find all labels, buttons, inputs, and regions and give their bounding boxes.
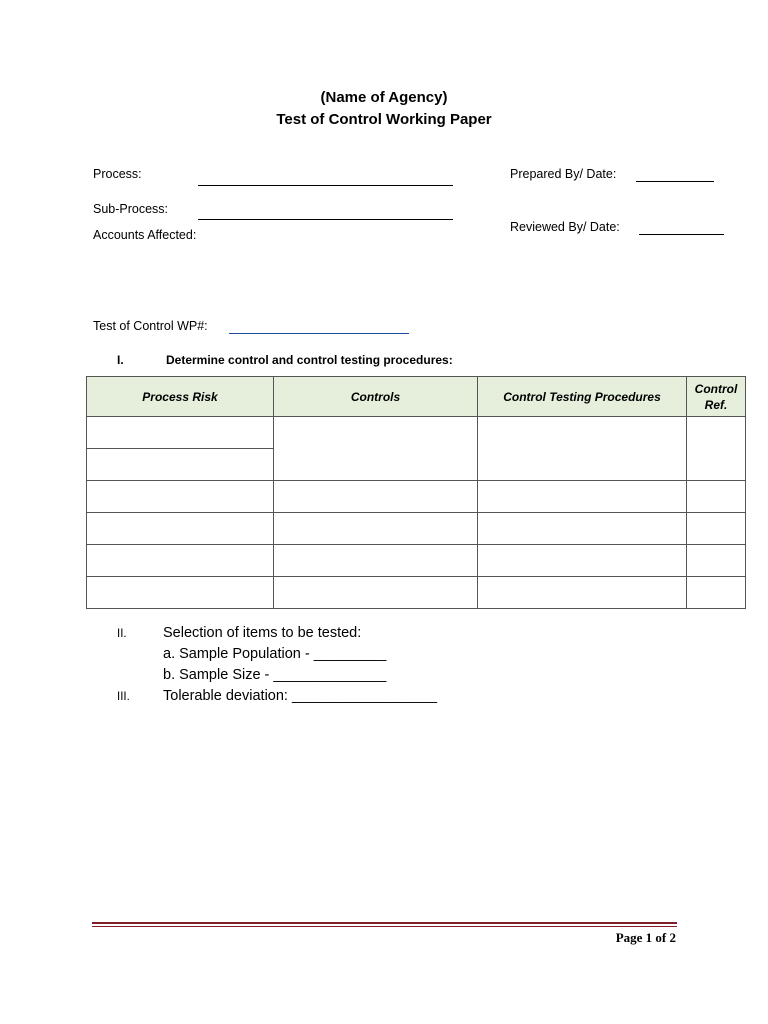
- table-row: [87, 481, 746, 513]
- header-control-ref: Control Ref.: [687, 377, 746, 417]
- table-cell[interactable]: [687, 481, 746, 513]
- page-number: Page 1 of 2: [615, 930, 676, 945]
- header-controls: Controls: [274, 377, 478, 417]
- tolerable-deviation-item: Tolerable deviation: __________________: [163, 688, 438, 704]
- agency-name: (Name of Agency): [320, 89, 448, 106]
- table-row: [87, 417, 746, 449]
- footer-rule: [92, 922, 677, 924]
- table-cell[interactable]: [478, 513, 687, 545]
- table-row: [87, 545, 746, 577]
- table-cell[interactable]: [478, 417, 687, 481]
- table-header-row: [87, 377, 746, 417]
- process-field[interactable]: [198, 185, 453, 186]
- table-cell[interactable]: [687, 417, 746, 481]
- table-cell[interactable]: [687, 545, 746, 577]
- sub-process-field[interactable]: [198, 219, 453, 220]
- table-cell[interactable]: [87, 417, 274, 449]
- reviewed-by-field[interactable]: [639, 234, 724, 235]
- table-cell[interactable]: [87, 545, 274, 577]
- table-cell[interactable]: [87, 449, 274, 481]
- table-cell[interactable]: [87, 481, 274, 513]
- table-row: [87, 513, 746, 545]
- section-2-heading: Selection of items to be tested:: [163, 625, 362, 641]
- process-label: Process:: [93, 167, 142, 181]
- table-cell[interactable]: [87, 513, 274, 545]
- prepared-by-field[interactable]: [636, 181, 714, 182]
- table-cell[interactable]: [478, 545, 687, 577]
- section-3-number: III.: [117, 691, 130, 703]
- document-title: Test of Control Working Paper: [276, 111, 492, 128]
- table-cell[interactable]: [274, 417, 478, 481]
- table-cell[interactable]: [274, 513, 478, 545]
- table-cell[interactable]: [687, 513, 746, 545]
- prepared-by-label: Prepared By/ Date:: [510, 167, 617, 181]
- sub-process-label: Sub-Process:: [93, 202, 169, 216]
- table-cell[interactable]: [478, 577, 687, 609]
- section-2-number: II.: [117, 628, 127, 640]
- footer-rule-thin: [92, 926, 677, 927]
- header-control-testing-procedures: Control Testing Procedures: [478, 377, 687, 417]
- section-1-number: I.: [117, 353, 124, 367]
- header-process-risk: Process Risk: [87, 377, 274, 417]
- table-cell[interactable]: [687, 577, 746, 609]
- section-1-heading: Determine control and control testing procedures:: [166, 353, 453, 367]
- table-cell[interactable]: [274, 577, 478, 609]
- sample-size-item: b. Sample Size - ______________: [163, 667, 387, 683]
- table-cell[interactable]: [274, 545, 478, 577]
- reviewed-by-label: Reviewed By/ Date:: [510, 220, 620, 234]
- table-cell[interactable]: [274, 481, 478, 513]
- table-cell[interactable]: [87, 577, 274, 609]
- toc-wp-label: Test of Control WP#:: [93, 319, 208, 333]
- table-row: [87, 577, 746, 609]
- sample-population-item: a. Sample Population - _________: [163, 646, 387, 662]
- control-testing-table: [86, 376, 746, 609]
- toc-wp-field[interactable]: [229, 333, 409, 334]
- accounts-affected-label: Accounts Affected:: [93, 228, 197, 242]
- table-cell[interactable]: [478, 481, 687, 513]
